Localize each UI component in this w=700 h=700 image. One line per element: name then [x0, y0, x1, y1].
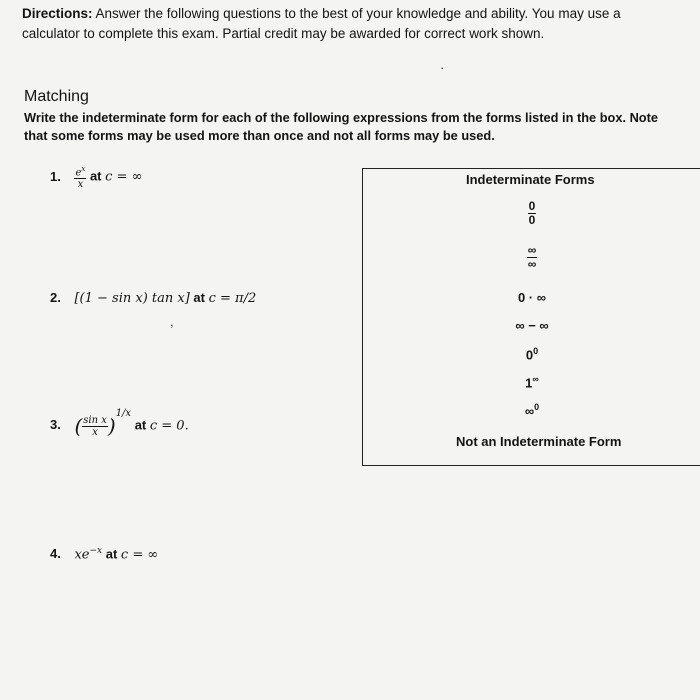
condition: c = ∞	[120, 547, 159, 563]
form-zero-times-inf: 0 · ∞	[517, 290, 547, 305]
exponent: x	[81, 165, 86, 173]
numerator: ∞	[527, 243, 537, 257]
section-title: Matching	[24, 88, 89, 105]
question-number: 4.	[50, 546, 61, 562]
base: 1	[525, 375, 533, 391]
question-number: 3.	[50, 417, 61, 433]
denominator: x	[77, 179, 84, 191]
numerator: sin x	[83, 414, 107, 426]
fraction	[527, 244, 538, 271]
at-text: at	[134, 417, 150, 433]
condition: c = 0.	[149, 418, 189, 434]
exponent: ∞	[532, 374, 539, 384]
condition: c = π/2	[208, 291, 257, 306]
section-instructions: Write the indeterminate form for each of the following expressions from the forms listed in the box. Note that some forms may be used more than once and not all forms may be used.	[24, 110, 659, 143]
form-inf-pow-zero	[502, 402, 562, 418]
form-zero-pow-zero	[502, 346, 562, 362]
question-number: 2.	[50, 290, 61, 305]
denominator: ∞	[527, 257, 537, 271]
form-one-pow-inf	[502, 374, 562, 390]
condition: c = ∞	[105, 169, 143, 185]
expression: [(1 − sin x) tan x]	[74, 291, 190, 306]
numerator: 0	[528, 199, 536, 213]
numerator: e	[75, 167, 82, 179]
exponent: 0	[534, 402, 540, 412]
fraction	[82, 415, 108, 438]
stray-comma-mark: ,	[170, 314, 174, 329]
directions-text: Answer the following questions to the best of your knowledge and ability. You may use a calculator to complete this exam. Partial credit may be awarded for correct work shown.	[22, 6, 621, 41]
at-text: at	[86, 168, 106, 184]
form-inf-minus-inf: ∞ − ∞	[515, 318, 549, 333]
bleed-through-mark	[142, 444, 146, 456]
stray-dot-mark: ·	[440, 60, 445, 75]
left-paren: (	[74, 414, 83, 438]
fraction	[528, 200, 537, 227]
directions-paragraph	[22, 4, 662, 44]
denominator: 0	[528, 213, 536, 227]
question-1	[50, 164, 142, 190]
denominator: x	[92, 426, 98, 438]
exponent: −x	[89, 546, 103, 556]
form-inf-over-inf	[502, 244, 562, 271]
exponent: 1/x	[115, 408, 132, 420]
fraction	[74, 164, 86, 190]
base: 0	[525, 347, 534, 363]
question-4	[50, 546, 158, 562]
form-zero-over-zero	[502, 200, 562, 227]
base: ∞	[524, 403, 535, 419]
at-text: at	[189, 290, 209, 305]
question-2	[50, 290, 256, 306]
question-3	[50, 408, 189, 438]
at-text: at	[102, 546, 121, 562]
box-title: Indeterminate Forms	[466, 172, 595, 187]
question-number: 1.	[50, 168, 61, 184]
exponent: 0	[533, 346, 539, 356]
directions-label: Directions:	[22, 6, 93, 21]
base: xe	[74, 547, 90, 563]
right-paren: )	[107, 414, 116, 438]
not-indeterminate-form: Not an Indeterminate Form	[456, 434, 622, 449]
